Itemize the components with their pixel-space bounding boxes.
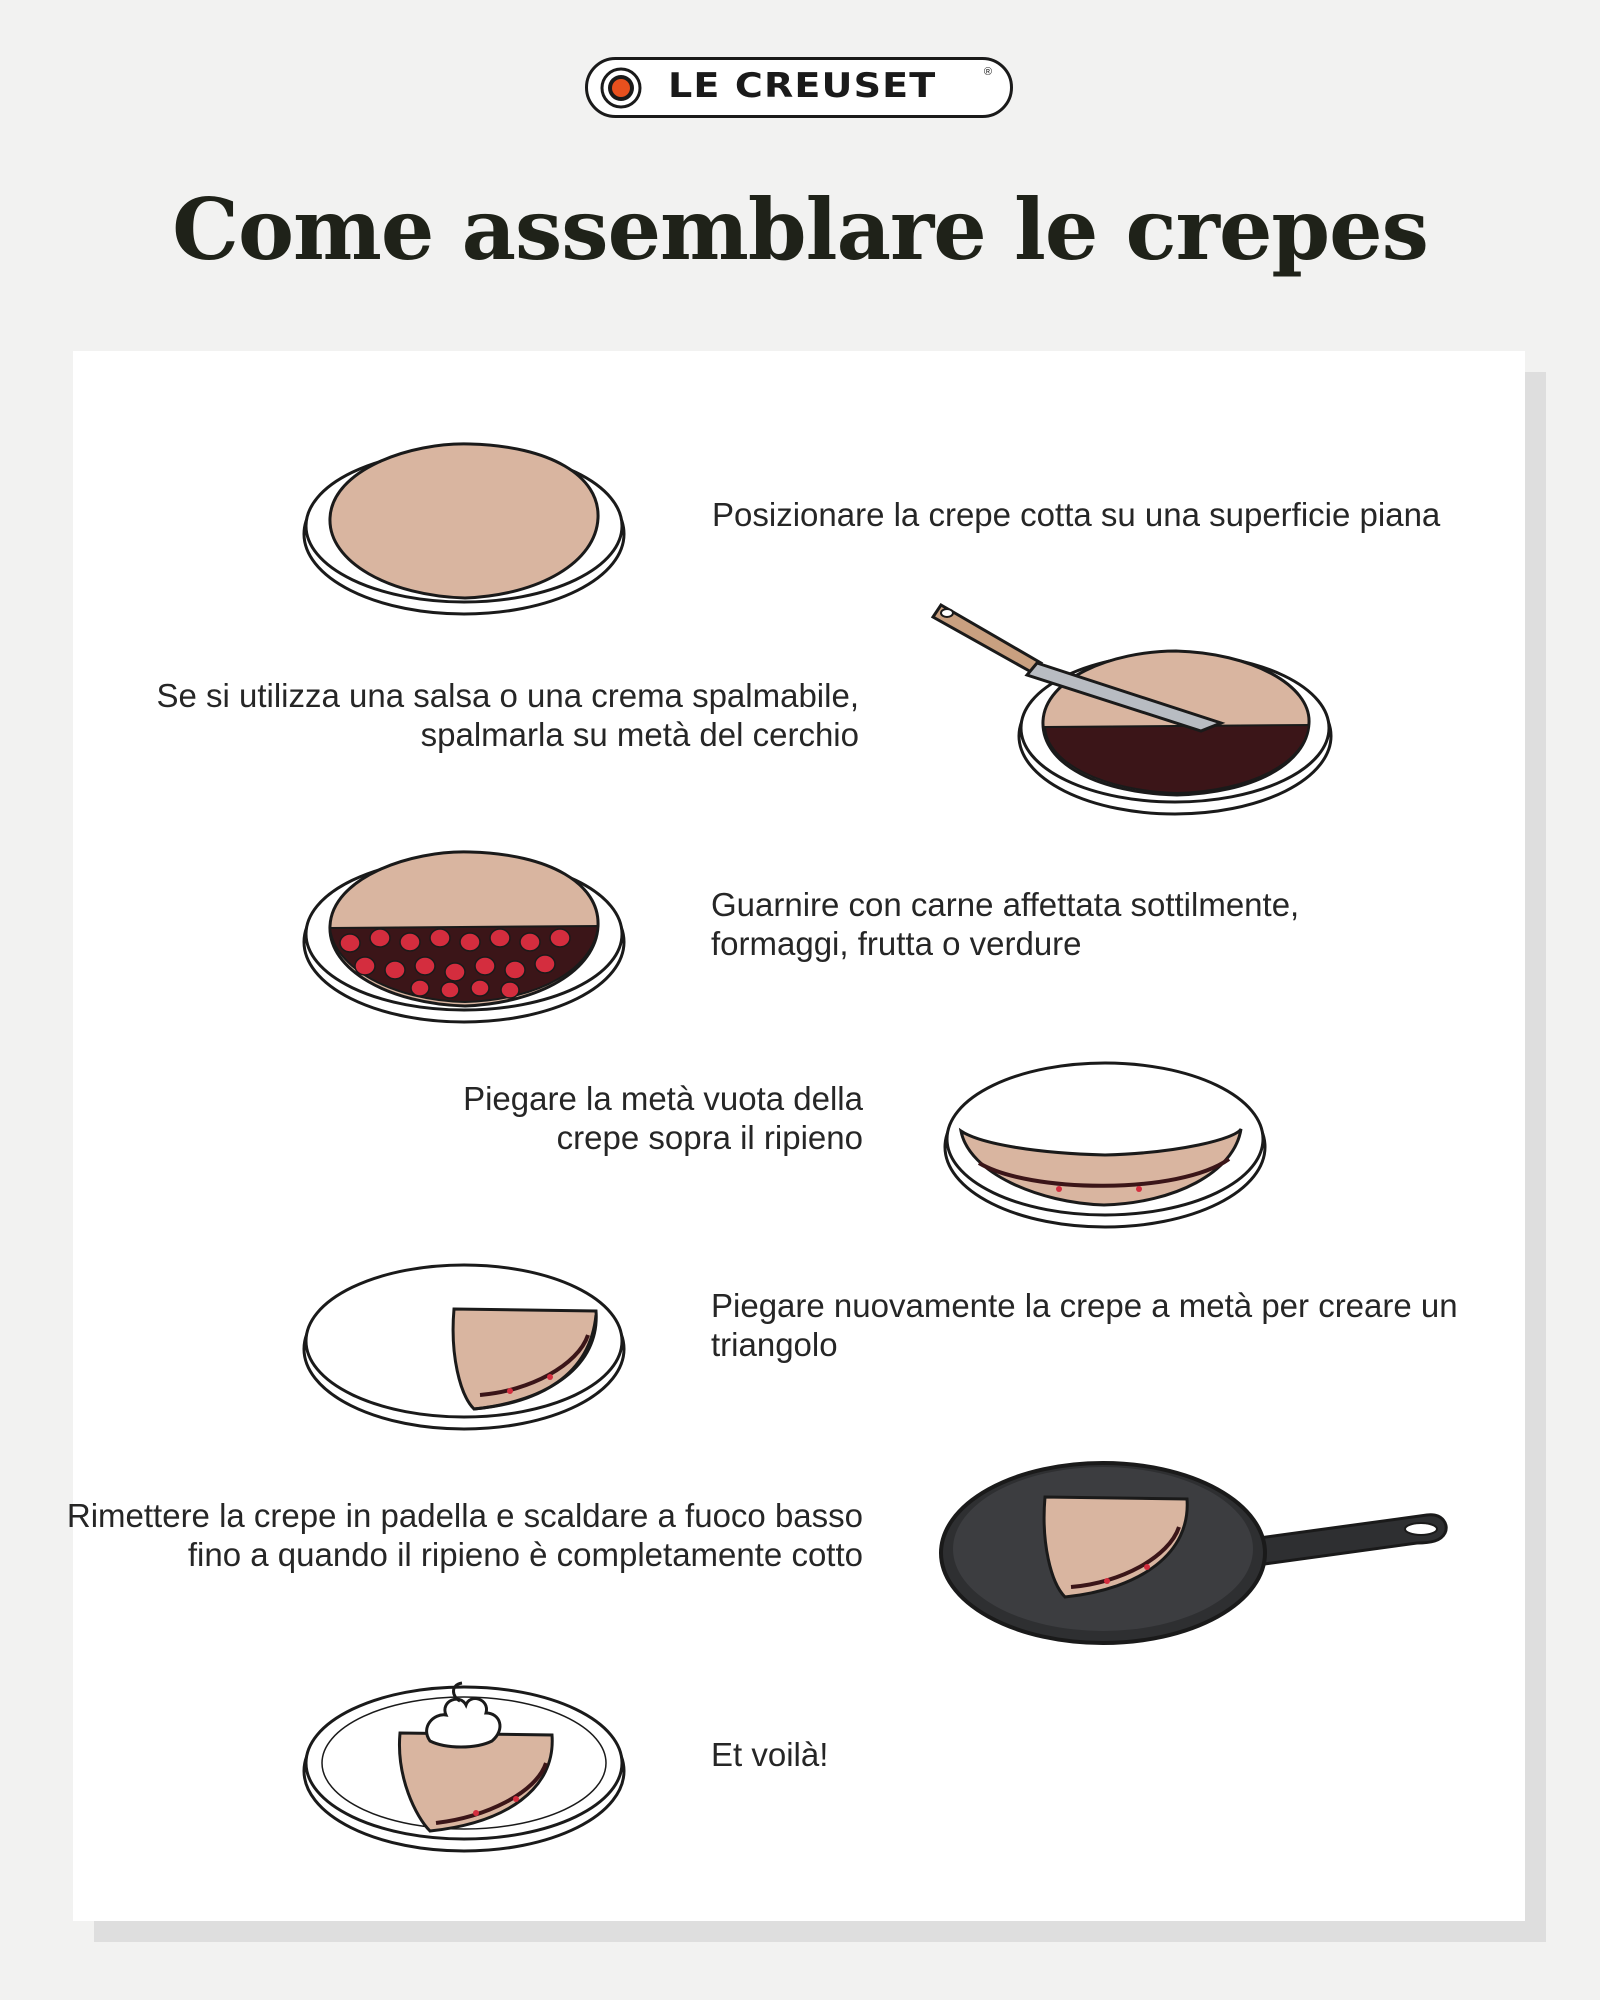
folded-half-crepe-icon [939,1043,1271,1233]
spreading-sauce-icon [921,599,1341,824]
step-2-text: Se si utilizza una salsa o una crema spalmabile, spalmarla su metà del cerchio [156,677,859,753]
page-title: Come assemblare le crepes [172,180,1428,279]
step-3-text: Guarnire con carne affettata sottilmente, formaggi, frutta o verdure [711,886,1300,962]
step-5-text: Piegare nuovamente la crepe a metà per creare un triangolo [711,1287,1458,1363]
crepe-in-pan-icon [937,1449,1457,1649]
registered-mark: ® [983,66,992,78]
brand-logo [585,57,1013,118]
step-7-text: Et voilà! [711,1736,829,1773]
instruction-card [66,351,1525,1921]
step-6-text: Rimettere la crepe in padella e scaldare a fuoco basso fino a quando il ripieno è completamente cotto [66,1497,863,1573]
brand-name: LE CREUSET [668,66,937,106]
crepe-on-plate-icon [300,430,630,620]
logo-mark-icon [600,67,642,109]
step-1-text: Posizionare la crepe cotta su una superficie piana [712,496,1441,533]
crepe-with-cream-icon [300,1657,630,1857]
triangle-crepe-icon [300,1245,630,1435]
step-4-text: Piegare la metà vuota della crepe sopra il ripieno [463,1080,863,1156]
strawberry-filling-icon [300,838,630,1028]
